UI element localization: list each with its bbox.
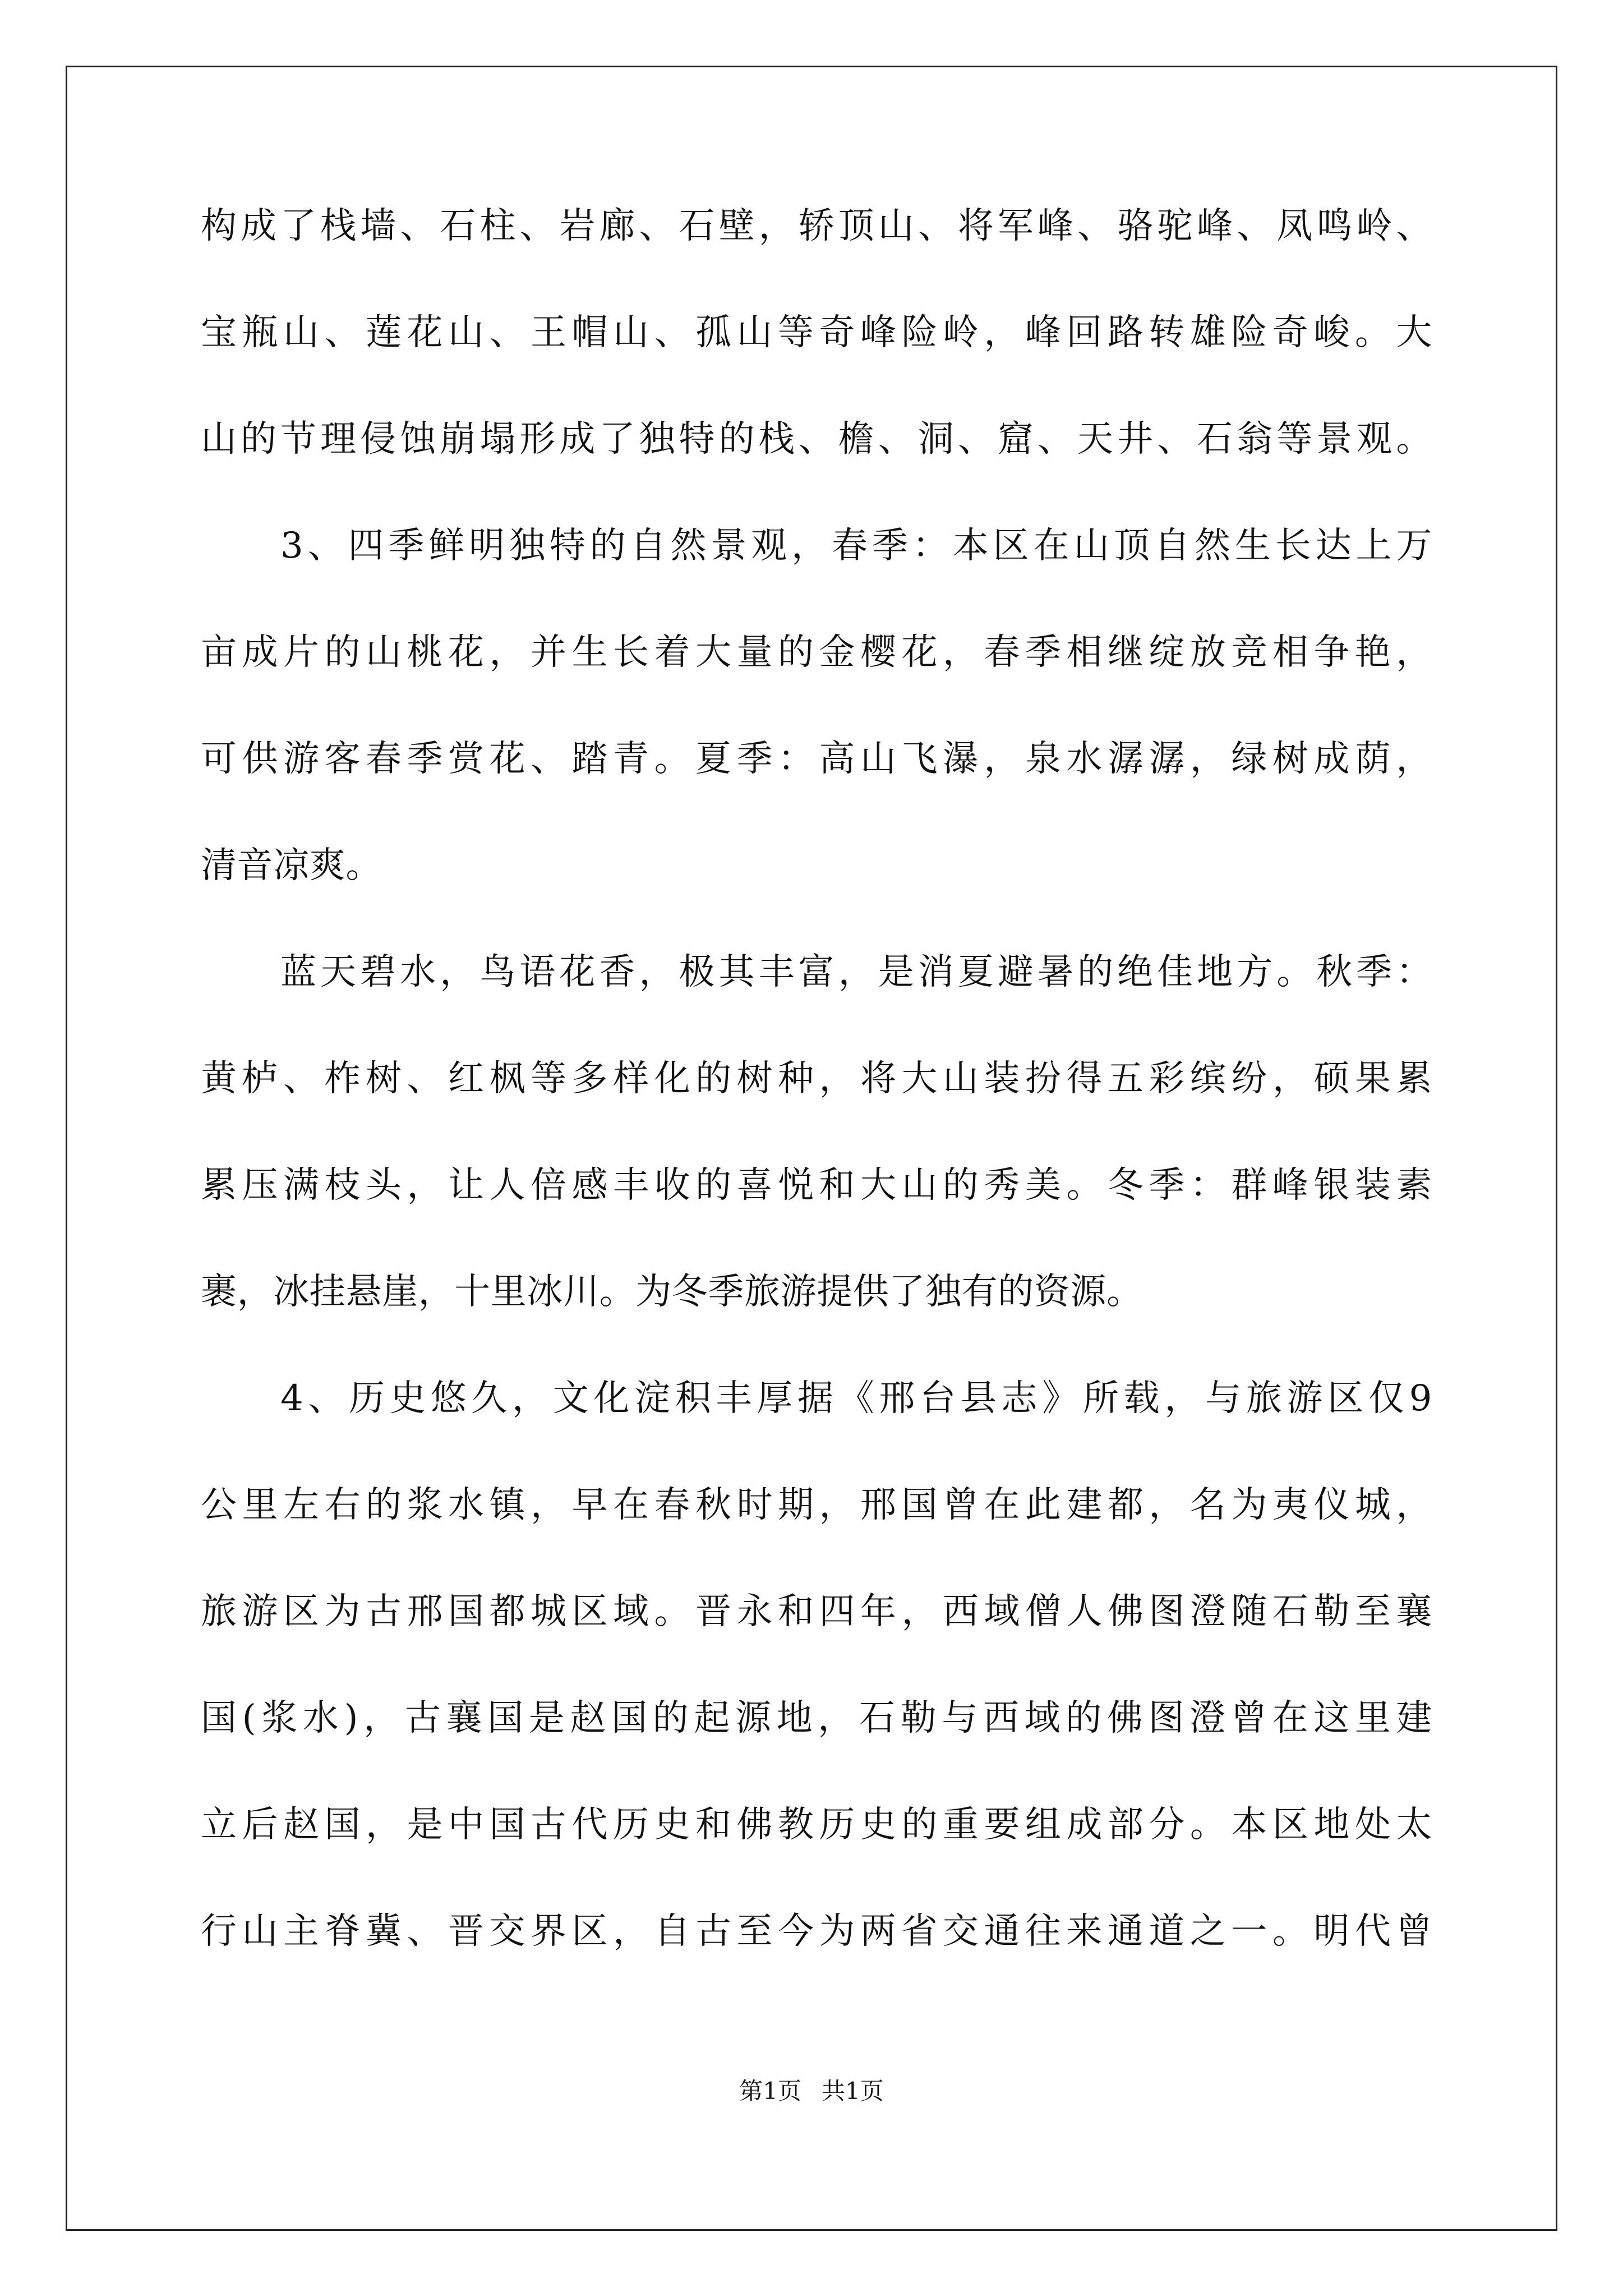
page-border [66, 66, 1557, 2231]
text-line: 旅游区为古邢国都城区域。晋永和四年，西域僧人佛图澄随石勒至襄 [201, 1591, 1432, 1632]
paragraph-first-line: 蓝天碧水，鸟语花香，极其丰富，是消夏避暑的绝佳地方。秋季： [280, 951, 1432, 993]
page-number-current: 第1页 [739, 2077, 801, 2105]
page-footer [0, 2076, 1623, 2107]
text-line: 累压满枝头，让人倍感丰收的喜悦和大山的秀美。冬季：群峰银装素 [201, 1165, 1432, 1206]
text-line: 行山主脊冀、晋交界区，自古至今为两省交通往来通道之一。明代曾 [201, 1911, 1432, 1952]
text-line: 宝瓶山、莲花山、王帽山、孤山等奇峰险岭，峰回路转雄险奇峻。大 [201, 312, 1432, 353]
text-line: 清音凉爽。 [201, 845, 382, 886]
paragraph-first-line: 3、四季鲜明独特的自然景观，春季：本区在山顶自然生长达上万 [280, 525, 1432, 567]
text-line: 黄栌、柞树、红枫等多样化的树种，将大山装扮得五彩缤纷，硕果累 [201, 1058, 1432, 1099]
text-line: 公里左右的浆水镇，早在春秋时期，邢国曾在此建都，名为夷仪城， [201, 1484, 1432, 1526]
text-line: 亩成片的山桃花，并生长着大量的金樱花，春季相继绽放竞相争艳， [201, 632, 1432, 673]
text-line: 山的节理侵蚀崩塌形成了独特的栈、檐、洞、窟、天井、石翁等景观。 [201, 418, 1432, 460]
text-line: 构成了栈墙、石柱、岩廊、石壁，轿顶山、将军峰、骆驼峰、凤鸣岭、 [201, 205, 1432, 247]
text-line: 裹，冰挂悬崖，十里冰川。为冬季旅游提供了独有的资源。 [201, 1271, 1143, 1313]
text-line: 国(浆水)，古襄国是赵国的起源地，石勒与西域的佛图澄曾在这里建 [201, 1697, 1432, 1739]
page-number-total: 共1页 [822, 2077, 884, 2105]
text-line: 立后赵国，是中国古代历史和佛教历史的重要组成部分。本区地处太 [201, 1804, 1432, 1846]
paragraph-first-line: 4、历史悠久，文化淀积丰厚据《邢台县志》所载，与旅游区仅9 [280, 1378, 1432, 1419]
text-line: 可供游客春季赏花、踏青。夏季：高山飞瀑，泉水潺潺，绿树成荫， [201, 738, 1432, 780]
